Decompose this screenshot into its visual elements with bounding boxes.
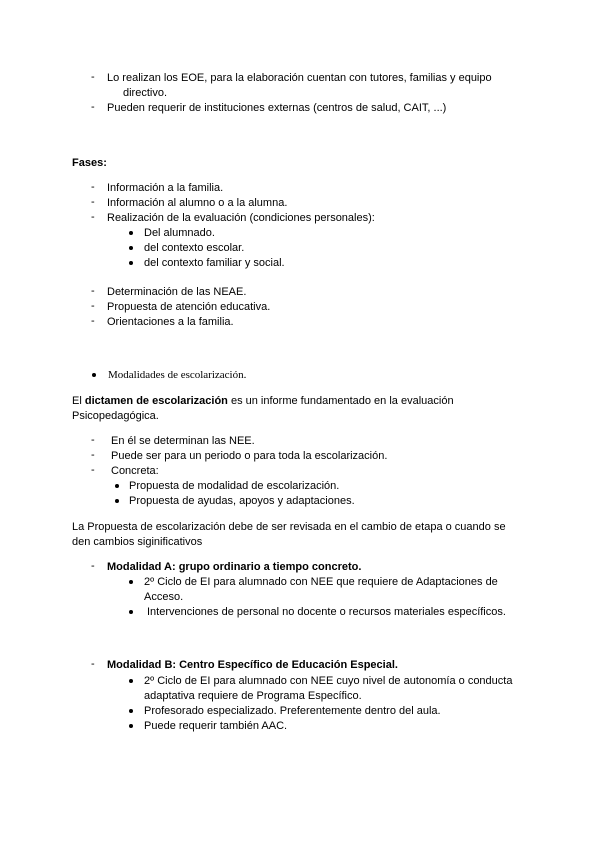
dash-bullet: - bbox=[91, 181, 95, 193]
dash-bullet: - bbox=[91, 196, 95, 208]
fase-sub-item: Del alumnado. bbox=[144, 227, 215, 239]
modalidad-a-bullet-1: 2º Ciclo de EI para alumnado con NEE que requiere de Adaptaciones de bbox=[144, 576, 498, 588]
bullet-dot bbox=[129, 610, 133, 614]
dash-bullet: - bbox=[91, 300, 95, 312]
intro-item-1-cont: directivo. bbox=[123, 87, 168, 99]
dictamen-item: Concreta: bbox=[111, 465, 159, 477]
fase-item: Propuesta de atención educativa. bbox=[107, 301, 271, 313]
modalidad-b-bullet-1-cont: adaptativa requiere de Programa Específico. bbox=[144, 690, 362, 702]
modalidad-b-title: Modalidad B: Centro Específico de Educación Especial. bbox=[107, 659, 398, 671]
modalidad-a-title: Modalidad A: grupo ordinario a tiempo concreto. bbox=[107, 561, 362, 573]
dash-bullet: - bbox=[91, 464, 95, 476]
bullet-dot bbox=[115, 484, 119, 488]
dictamen-paragraph-cont: Psicopedagógica. bbox=[72, 410, 159, 422]
modalidad-b-bullet-2: Profesorado especializado. Preferentemente dentro del aula. bbox=[144, 705, 441, 717]
revision-paragraph: La Propuesta de escolarización debe de ser revisada en el cambio de etapa o cuando se bbox=[72, 521, 506, 533]
dash-bullet: - bbox=[91, 285, 95, 297]
dictamen-paragraph bbox=[72, 394, 454, 408]
bullet-dot bbox=[129, 724, 133, 728]
modalidad-b-bullet-3: Puede requerir también AAC. bbox=[144, 720, 288, 732]
dash-bullet: - bbox=[91, 658, 95, 670]
dictamen-item: En él se determinan las NEE. bbox=[111, 435, 255, 447]
bullet-dot bbox=[129, 679, 133, 683]
bullet-dot bbox=[115, 499, 119, 503]
dash-bullet: - bbox=[91, 101, 95, 113]
fase-item: Información al alumno o a la alumna. bbox=[107, 197, 288, 209]
dash-bullet: - bbox=[91, 449, 95, 461]
bullet-dot bbox=[129, 231, 133, 235]
dash-bullet: - bbox=[91, 315, 95, 327]
intro-item-1: Lo realizan los EOE, para la elaboración cuentan con tutores, familias y equipo bbox=[107, 72, 492, 84]
fase-item: Determinación de las NEAE. bbox=[107, 286, 247, 298]
fase-sub-item: del contexto escolar. bbox=[144, 242, 245, 254]
modalidad-b-bullet-1: 2º Ciclo de EI para alumnado con NEE cuyo nivel de autonomía o conducta bbox=[144, 675, 513, 687]
modalidad-a-bullet-2: Intervenciones de personal no docente o recursos materiales específicos. bbox=[147, 606, 506, 618]
dictamen-item: Puede ser para un periodo o para toda la escolarización. bbox=[111, 450, 388, 462]
concreta-sub-item: Propuesta de ayudas, apoyos y adaptaciones. bbox=[129, 495, 355, 507]
dictamen-text-pre: El bbox=[72, 395, 85, 407]
dash-bullet: - bbox=[91, 71, 95, 83]
bullet-dot bbox=[129, 246, 133, 250]
concreta-sub-item: Propuesta de modalidad de escolarización. bbox=[129, 480, 340, 492]
dictamen-text-post: es un informe fundamentado en la evaluación bbox=[227, 395, 454, 407]
bullet-dot bbox=[129, 580, 133, 584]
fase-item: Realización de la evaluación (condiciones personales): bbox=[107, 212, 375, 224]
bullet-dot bbox=[92, 373, 96, 377]
fases-heading: Fases: bbox=[72, 157, 107, 169]
dash-bullet: - bbox=[91, 211, 95, 223]
fase-item: Información a la familia. bbox=[107, 182, 224, 194]
fase-item: Orientaciones a la familia. bbox=[107, 316, 234, 328]
dash-bullet: - bbox=[91, 560, 95, 572]
bullet-dot bbox=[129, 709, 133, 713]
dictamen-bold: dictamen de escolarización bbox=[84, 395, 228, 407]
fase-sub-item: del contexto familiar y social. bbox=[144, 257, 285, 269]
bullet-dot bbox=[129, 261, 133, 265]
modalidades-heading: Modalidades de escolarización. bbox=[108, 369, 247, 381]
modalidad-a-bullet-1-cont: Acceso. bbox=[144, 591, 184, 603]
revision-paragraph-cont: den cambios siginificativos bbox=[72, 536, 203, 548]
intro-item-2: Pueden requerir de instituciones externas (centros de salud, CAIT, ...) bbox=[107, 102, 447, 114]
dash-bullet: - bbox=[91, 434, 95, 446]
